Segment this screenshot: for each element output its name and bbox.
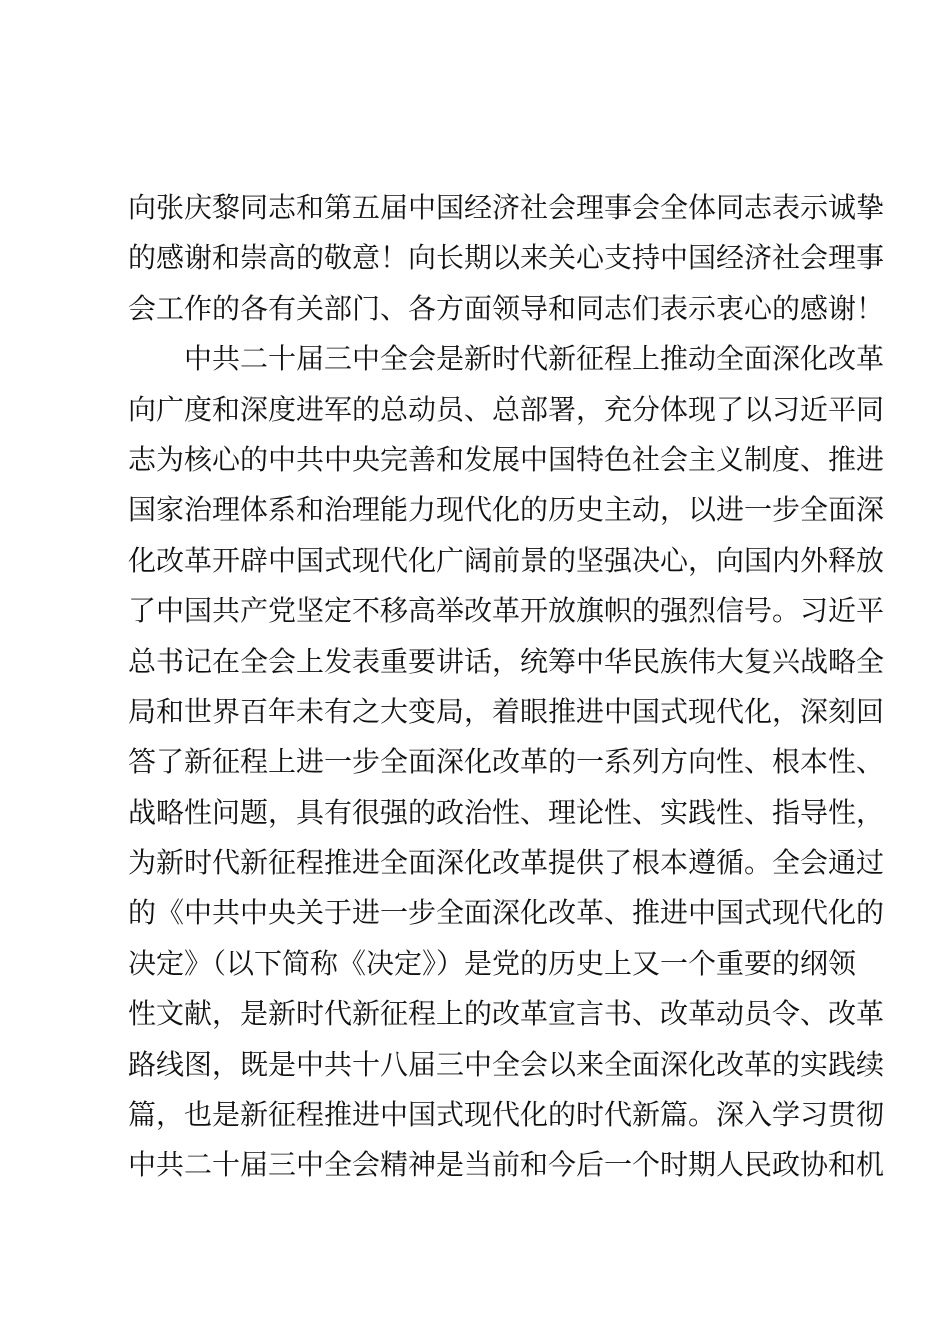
text-line: 中共二十届三中全会是新时代新征程上推动全面深化改革 — [184, 342, 885, 376]
text-line: 化改革开辟中国式现代化广阔前景的坚强决心，向国内外释放 — [128, 543, 885, 577]
text-line: 局和世界百年未有之大变局，着眼推进中国式现代化，深刻回 — [128, 694, 885, 728]
paragraph-thanks — [128, 183, 885, 334]
text-line: 路线图，既是中共十八届三中全会以来全面深化改革的实践续 — [128, 1047, 885, 1081]
text-line: 为新时代新征程推进全面深化改革提供了根本遵循。全会通过 — [128, 846, 885, 880]
text-line: 国家治理体系和治理能力现代化的历史主动，以进一步全面深 — [128, 493, 885, 527]
text-line: 的感谢和崇高的敬意！向长期以来关心支持中国经济社会理事 — [128, 241, 885, 275]
text-line: 答了新征程上进一步全面深化改革的一系列方向性、根本性、 — [128, 745, 885, 779]
text-line: 篇，也是新征程推进中国式现代化的时代新篇。深入学习贯彻 — [128, 1098, 885, 1132]
text-line: 性文献，是新时代新征程上的改革宣言书、改革动员令、改革 — [128, 997, 885, 1031]
text-line: 向张庆黎同志和第五届中国经济社会理事会全体同志表示诚挚 — [128, 191, 885, 224]
text-line: 志为核心的中共中央完善和发展中国特色社会主义制度、推进 — [128, 442, 885, 476]
text-line: 战略性问题，具有很强的政治性、理论性、实践性、指导性， — [128, 795, 885, 829]
paragraph-plenum — [128, 334, 885, 1191]
text-line: 决定》（以下简称《决定》）是党的历史上又一个重要的纲领 — [128, 946, 857, 980]
text-line: 向广度和深度进军的总动员、总部署，充分体现了以习近平同 — [128, 392, 885, 426]
text-line: 的《中共中央关于进一步全面深化改革、推进中国式现代化的 — [128, 896, 885, 930]
document-body — [128, 183, 885, 1191]
text-line: 会工作的各有关部门、各方面领导和同志们表示衷心的感谢！ — [128, 291, 885, 325]
text-line: 中共二十届三中全会精神是当前和今后一个时期人民政协和机 — [128, 1148, 885, 1182]
text-line: 了中国共产党坚定不移高举改革开放旗帜的强烈信号。习近平 — [128, 594, 885, 628]
text-line: 总书记在全会上发表重要讲话，统筹中华民族伟大复兴战略全 — [128, 644, 885, 678]
